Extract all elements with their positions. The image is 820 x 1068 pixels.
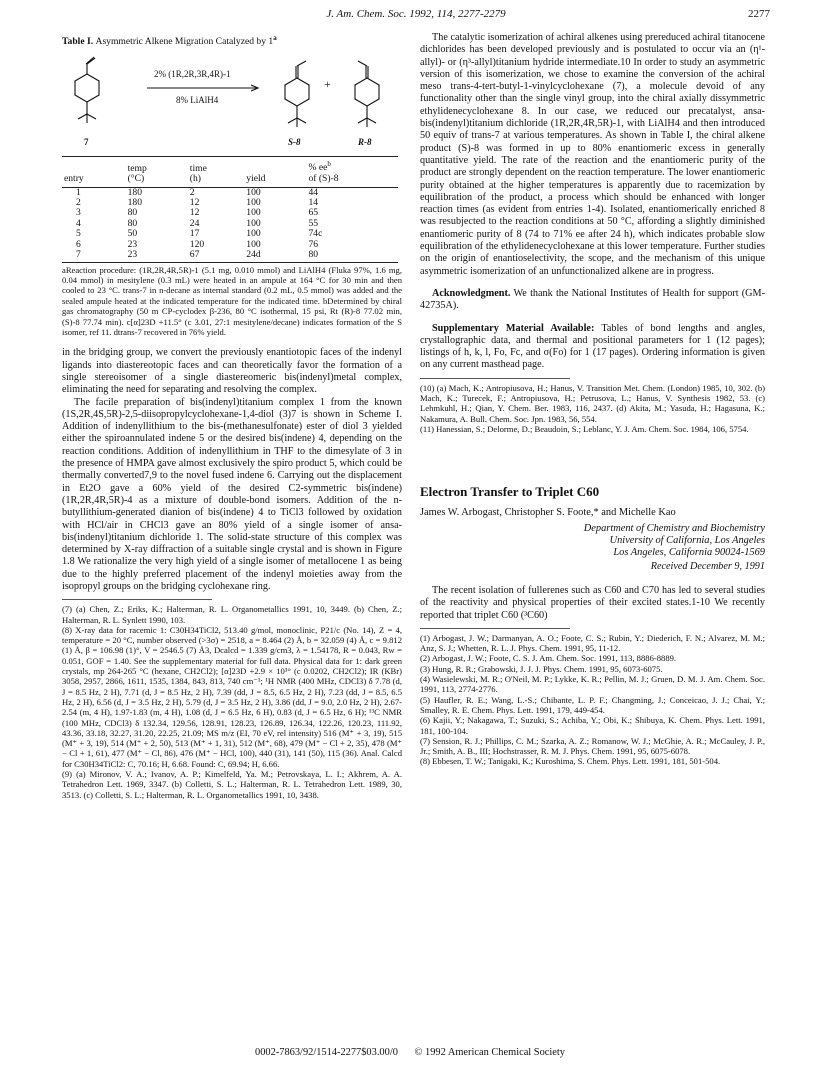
supplementary-label: Supplementary Material Available: xyxy=(432,322,595,334)
footnote: (7) Sension, R. J.; Phillips, C. M.; Szarka, A. Z.; Romanow, W. J.; McGhie, A. R.; McCauley, J. P., Jr.; Smith, A. B., III; Hochstrasser, R. M. J. Phys. Chem. 1991, 95, 6075-6078. xyxy=(420,735,765,757)
right-footnotes-top xyxy=(420,383,765,434)
footnote: (5) Haufler, R. E.; Wang, L.-S.; Chibante, L. P. F.; Changming, J.; Conceicao, J. J.; Chai, Y.; Smalley, R. E. Chem. Phys. Lett. 1991, 179, 449-454. xyxy=(420,694,765,715)
alkene-migration-table xyxy=(62,156,398,262)
page-footer xyxy=(0,1047,820,1058)
article-affiliation xyxy=(420,523,765,560)
reaction-scheme xyxy=(62,52,402,152)
header-entry: entry xyxy=(62,174,126,187)
footnote: (8) Ebbesen, T. W.; Tanigaki, K.; Kuroshima, S. Chem. Phys. Lett. 1991, 181, 501-504. xyxy=(420,756,721,767)
page-number: 2277 xyxy=(748,8,770,20)
right-body-paragraph: The catalytic isomerization of achiral alkenes using prereduced achiral titanocene dichlorides has been developed previously and is postulated to occur via an (η¹-allyl)- or (η³-allyl)titanium hydride intermediate.10 In order to study an asymmetric version of this isomerization, we chose to examine the conversion of the achiral meso trans-4-tert-butyl-1-vinylcyclohexane (7), a molecule devoid of any functionality other than the single vinyl group, into the chiral axially dissymmetric ethylidenecyclohexane 8. In our case, we reduced our precatalyst, ansa-bis(indenyl)titanium dichloride (1R,2R,4R,5R)-1, with LiAlH4 and then introduced 50 equiv of trans-7 at various temperatures. As shown in Table I, the chiral alkene product (S)-8 was formed in up to 80% enantiomeric excess in generally quantitative yield. The rate of the reaction and the enantiomeric purity of the product are strongly dependent on the reaction temperature. The lower enantiomeric purity obtained at the higher temperatures is apparently due to racemization by equilibration of the product, a process which should be enhanced with longer reaction times (as evident from entries 1-4). Isolated, enantiomerically enriched 8 was resubjected to the reaction conditions at 50 °C, affording a slightly diminished enantiomeric purity of 8 (74 to 71% ee after 24 h), which indicates probable slow equilibration of the ethylidenecyclohexane at this lower temperature. Further studies on the origin of enantioselectivity, the scope, and the mechanism of this unique asymmetric isomerization of an unfunctionalized alkene are in progress. xyxy=(420,32,765,277)
header-time-line2: (h) xyxy=(188,174,244,187)
received-date: Received December 9, 1991 xyxy=(650,560,765,572)
scheme-label-7: 7 xyxy=(84,137,89,148)
table-row: 7 23 67 24d 80 xyxy=(62,250,398,262)
acknowledgment-label: Acknowledgment. xyxy=(432,287,511,299)
footnote: (2) Arbogast, J. W.; Foote, C. S. J. Am. Chem. Soc. 1991, 113, 8886-8889. xyxy=(420,653,677,664)
reagent-top: 2% (1R,2R,3R,4R)-1 xyxy=(154,69,231,80)
scheme-plus: + xyxy=(324,77,331,92)
supplementary-text: Tables of bond lengths and angles, crystallographic data, and thermal and positional parameters for 1 (12 pages); listings of h, k, l, Fo, Fc, and σ(Fo) for 1 (17 pages). Ordering information is given on any current masthead page. xyxy=(420,322,765,371)
footer-copyright: © 1992 American Chemical Society xyxy=(414,1047,565,1058)
acknowledgment-text: We thank the National Institutes of Health for support (GM-42735A). xyxy=(420,287,765,312)
footnote: (9) (a) Mironov, V. A.; Ivanov, A. P.; Kimelfeld, Ya. M.; Petrovskaya, L. I.; Akhrem, A. A. Tetrahedron Lett. 1969, 3347. (b) Colletti, S. L.; Halterman, R. L. Tetrahedron Lett. 1989, 30, 3513. (c) Colletti, S. L.; Halterman, R. L. Organometallics 1991, 10, 3438. xyxy=(62,769,402,800)
article-footnotes xyxy=(420,633,765,767)
left-footnotes xyxy=(62,604,402,800)
table-row: 5 50 17 100 74c xyxy=(76,228,323,240)
header-ee-line1: % $ee^b$ xyxy=(306,157,398,174)
table-caption xyxy=(62,32,402,48)
table-row: 3 80 12 100 65 xyxy=(76,207,319,219)
right-column xyxy=(420,32,765,767)
article-body: The recent isolation of fullerenes such as C60 and C70 has led to several studies of the reactivity and physical properties of their excited states.1-10 We recently reported that triplet C60 (³C60) xyxy=(420,584,765,621)
footnote: (10) (a) Mach, K.; Antropiusova, H.; Hanus, V. Transition Met. Chem. (London) 1985, 10, 302. (b) Mach, K.; Turecek, F.; Antropiusova, H.; Petrusova, L.; Hanus, V. Synthesis 1982, 53. (c) Lehmkuhl, H.; Qian, Y. Chem. Ber. 1983, 116, 2437. (d) Akita, M.; Yasuda, H.; Hagasuna, K.; Nakamura, A. Bull. Chem. Soc. Jpn. 1983, 56, 554. xyxy=(420,382,765,424)
left-body-paragraph: The facile preparation of bis(indenyl)titanium complex 1 from the known (1S,2R,4S,5R)-2,5-diisopropylcyclohexane-1,4-diol (3)7 is shown in Scheme I. Addition of indenyllithium to the bis-(methanesulfonate) ester of diol 3 yielded either the spiroannulated indene 5 or the desired bis(indene) 4, depending on the reaction conditions. Addition of indenyllithium in THF to the dimesylate of 3 in the presence of HMPA gave almost exclusively the spiro product 5, which could be thermally converted7,9 to the novel fused indene 6. Carrying out the displacement in Et2O gave a 60% yield of the desired C2-symmetric bis(indene) (1R,2R,4R,5R)-4 as a mixture of double-bond isomers. Addition of the n-butyllithium-generated dianion of bis(indene) 4 to TiCl3 followed by oxidation with HCl/air in CHCl3 gave an 80% yield of a single isomer of ansa-bis(indenyl)titanium dichloride 1. The solid-state structure of this complex was determined by X-ray diffraction of a suitable single crystal and is shown in Figure 1.8 We rationalize the very high yield of a single isomer of metallocene 1 as being due to the highly preferred placement of the indenyl moieties away from the isopropyl groups on the bridging cyclohexane ring. xyxy=(62,396,402,592)
running-head xyxy=(62,8,770,20)
table-row: 1 180 2 100 44 xyxy=(76,186,319,198)
footnote-rule xyxy=(420,378,570,379)
footnote: (3) Hung, R. R.; Grabowski, J. J. J. Phys. Chem. 1991, 95, 6073-6075. xyxy=(420,663,663,674)
footnote: (7) (a) Chen, Z.; Eriks, K.; Halterman, R. L. Organometallics 1991, 10, 3449. (b) Chen, Z.; Halterman, R. L. Synlett 1990, 103. xyxy=(62,604,402,625)
footnote: (4) Wasielewski, M. R.; O'Neil, M. P.; Lykke, K. R.; Pellin, M. J.; Gruen, D. M. J. Am. Chem. Soc. 1991, 113, 2774-2776. xyxy=(420,674,765,695)
footnote-rule xyxy=(420,628,570,629)
header-temp-line1: temp xyxy=(126,157,188,174)
page-header xyxy=(62,8,770,24)
reagent-bottom: 8% LiAlH4 xyxy=(176,95,219,106)
footnote: (6) Kajii, Y.; Nakagawa, T.; Suzuki, S.; Achiba, Y.; Obi, K.; Shibuya, K. Chem. Phys. Lett. 1991, 181, 100-104. xyxy=(420,715,765,736)
reaction-scheme-drawing xyxy=(62,52,402,152)
journal-name: J. Am. Chem. Soc. xyxy=(326,8,407,20)
affiliation-line: University of California, Los Angeles xyxy=(609,535,765,547)
article-title: Electron Transfer to Triplet C60 xyxy=(420,484,600,500)
scheme-label-s8: S-8 xyxy=(288,137,301,148)
table-caption-text: Asymmetric Alkene Migration Catalyzed by 1 xyxy=(95,36,274,48)
supplementary-material xyxy=(420,323,765,372)
table-caption-sup: a xyxy=(273,34,277,42)
acknowledgment xyxy=(420,288,765,313)
header-time-line1: time xyxy=(188,157,244,174)
table-row: 6 23 120 100 76 xyxy=(76,238,319,250)
affiliation-line: Department of Chemistry and Biochemistry xyxy=(583,522,765,534)
table-notes: aReaction procedure: (1R,2R,4R,5R)-1 (5.1 mg, 0.010 mmol) and LiAlH4 (Fluka 97%, 1.6 mg, 0.04 mmol) in mesitylene (0.3 mL) were heated in an ampule at 164 °C for 30 min and then cooled to 23 °C. trans-7 in n-decane as internal standard (0.2 mL, 0.5 mmol) was added and the sealed ampule heated at the indicated temperature for the indicated time. bDetermined by chiral gas chromatography (50 m CP-cyclodex β-236, 80 °C isothermal, 15 psi, Rt (R)-8 77.02 min, (S)-8 77.74 min). c[α]23D +11.5° (c 3.01, 27:1 mesitylene/decane) indicates formation of the S isomer, ref 11. dtrans-7 recovered in 76% yield. xyxy=(62,264,402,337)
header-temp-line2: (°C) xyxy=(126,174,188,187)
footer-code: 0002-7863/92/1514-2277$03.00/0 xyxy=(255,1047,398,1058)
left-body-paragraph: in the bridging group, we convert the previously enantiotopic faces of the indenyl ligands into diastereotopic faces and can theoretically favor the formation of a single stereoisomer of a single diastereomeric bis(indenyl)metal complex, eliminating the need for separating and resolving the complex. xyxy=(62,347,402,396)
affiliation-line: Los Angeles, California 90024-1569 xyxy=(613,547,765,559)
header-ee-line2: of (S)-8 xyxy=(306,174,398,187)
left-column xyxy=(62,32,402,800)
scheme-label-r8: R-8 xyxy=(358,137,372,148)
table-row: 2 180 12 100 14 xyxy=(76,197,319,209)
journal-citation: 1992, 114, 2277-2279 xyxy=(409,8,506,20)
footnote-rule xyxy=(62,599,212,600)
footnote: (1) Arbogast, J. W.; Darmanyan, A. O.; Foote, C. S.; Rubin, Y.; Diederich, F. N.; Alvarez, M. M.; Anz, S. J.; Whetten, R. L. J. Phys. Chem. 1991, 95, 11-12. xyxy=(420,632,765,654)
table-caption-label: Table I. xyxy=(62,36,94,48)
header-yield: yield xyxy=(244,174,306,187)
table-row: 4 80 24 100 55 xyxy=(76,217,319,229)
article-authors: James W. Arbogast, Christopher S. Foote,* and Michelle Kao xyxy=(420,506,676,518)
table-body xyxy=(62,187,398,262)
footnote: (8) X-ray data for racemic 1: C30H34TiCl2, 513.40 g/mol, monoclinic, P21/c (No. 14), Z = 4, temperature = 20 °C, number observed (>3σ) = 2518, a = 8.464 (2) Å, b = 32.059 (4) Å, c = 9.812 (1) Å, β = 106.98 (1)°, V = 2546.5 (7) Å3, Dcalcd = 1.339 g/cm3, λ = 1.54178, R = 0.043, Rw = 0.051, GOF = 1.40. See the supplementary material for full data. Physical data for 1: dark green crystals, mp 264-265 °C (hexane, CH2Cl2); [α]23D +2.9 × 10³° (c 0.0202, CH2Cl2); IR (KBr) 3058, 2957, 2866, 1611, 1535, 1384, 843, 813, 740 cm⁻¹; ¹H NMR (400 MHz, CDCl3) δ 7.78 (d, J = 8.5 Hz, 2 H), 7.71 (d, J = 8.5 Hz, 2 H), 7.39 (dd, J = 8.5, 6.5 Hz, 2 H), 7.23 (dd, J = 8.5, 6.5 Hz, 2 H), 6.56 (d, J = 3.5 Hz, 2 H), 5.79 (d, J = 3.5 Hz, 2 H), 3.86 (dd, J = 9.0, 2.0 Hz, 2 H), 2.67-2.54 (m, 4 H), 1.97-1.83 (m, 4 H), 1.08 (d, J = 6.5 Hz, 6 H), 0.83 (d, J = 6.5 Hz, 6 H); ¹³C NMR (100 MHz, CDCl3) δ 132.34, 129.56, 128.91, 128.23, 126.89, 126.34, 122.26, 120.23, 111.92, 43.36, 33.18, 32.27, 31.20, 22.25, 21.09; MS m/z (EI, 70 eV, rel intensity) 516 (M⁺ + 3, 19), 515 (M⁺ + 3, 19), 514 (M⁺ + 2, 50), 513 (M⁺ + 1, 31), 512 (M⁺, 68), 479 (M⁺ − Cl + 2, 35), 478 (M⁺ − Cl + 1, 61), 477 (M⁺ − Cl, 86), 476 (M⁺ − HCl, 100), 440 (31), 141 (50), 115 (36). Anal. Calcd for C30H34TiCl2: C, 70.16; H, 6.68. Found: C, 69.94; H, 6.66. xyxy=(62,624,402,769)
footnote: (11) Hanessian, S.; Delorme, D.; Beaudoin, S.; Leblanc, Y. J. Am. Chem. Soc. 1984, 106, 5754. xyxy=(420,423,749,434)
